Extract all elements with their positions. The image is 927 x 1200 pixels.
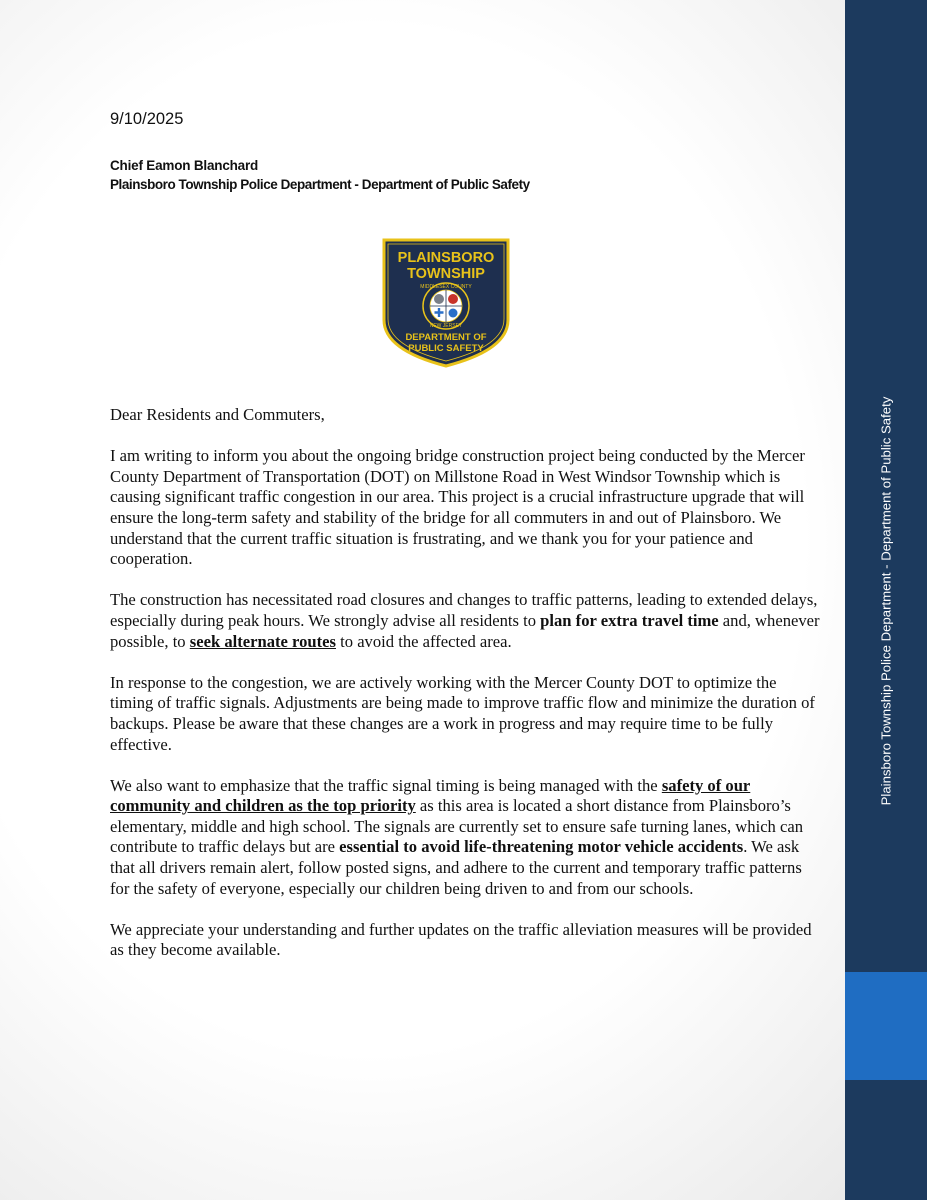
emphasis-seek-alternate-routes: seek alternate routes xyxy=(189,631,336,651)
sender-block xyxy=(110,158,530,192)
sender-name: Chief Eamon Blanchard xyxy=(110,158,259,173)
safety-emblem-icon xyxy=(449,309,458,318)
police-emblem-icon xyxy=(434,294,444,304)
paragraph-3: In response to the congestion, we are actively working with the Mercer County DOT to optimize the timing of traffic signals. Adjustments are being made to improve traffic flow and minimize the duration of backups. Please be aware that these changes are a work in progress and may require time to be fully effective. xyxy=(110,672,815,754)
salutation: Dear Residents and Commuters, xyxy=(110,405,325,424)
department-badge-logo xyxy=(378,234,514,370)
badge-title-line2: TOWNSHIP xyxy=(407,266,485,282)
emphasis-plan-extra-time: plan for extra travel time xyxy=(540,610,719,630)
paragraph-4 xyxy=(110,776,822,900)
emphasis-avoid-accidents: essential to avoid life-threatening motor vehicle accidents xyxy=(339,837,744,857)
letter-date: 9/10/2025 xyxy=(110,110,184,128)
sidebar-vertical-label: Plainsboro Township Police Department - Department of Public Safety xyxy=(878,396,894,806)
badge-title-line1: PLAINSBORO xyxy=(397,250,495,266)
paragraph-4-text: . We ask that all drivers remain alert, follow posted signs, and adhere to the current and temporary traffic patterns for the safety of everyone, especially our children being driven to and from our schools. xyxy=(110,837,802,898)
sidebar-band xyxy=(845,0,927,1200)
paragraph-2-text: and, whenever possible, to xyxy=(110,610,820,651)
badge-ring-top: MIDDLESEX COUNTY xyxy=(420,284,472,290)
paragraph-2 xyxy=(110,590,822,652)
paragraph-4-text: We also want to emphasize that the traffic signal timing is being managed with the xyxy=(110,775,662,795)
fire-emblem-icon xyxy=(448,294,458,304)
paragraph-1: I am writing to inform you about the ongoing bridge construction project being conducted by the Mercer County Department of Transportation (DOT) on Millstone Road in West Windsor Township which is causing significant traffic congestion in our area. This project is a crucial infrastructure upgrade that will ensure the long-term safety and stability of the bridge for all commuters in and out of Plainsboro. We understand that the current traffic situation is frustrating, and we thank you for your patience and cooperation. xyxy=(110,446,805,569)
badge-bottom-line1: DEPARTMENT OF xyxy=(405,332,487,343)
paragraph-2-text: The construction has necessitated road closures and changes to traffic patterns, leading to extended delays, especially during peak hours. We strongly advise all residents to xyxy=(110,590,818,630)
paragraph-4-text: as this area is located a short distance from Plainsboro’s elementary, middle and high school. The signals are currently set to ensure safe turning lanes, which can contribute to traffic delays but are xyxy=(110,796,804,857)
badge-ring-bottom: NEW JERSEY xyxy=(429,323,463,329)
badge-bottom-line2: PUBLIC SAFETY xyxy=(408,343,484,354)
sender-organization: Plainsboro Township Police Department - Department of Public Safety xyxy=(110,177,530,192)
emphasis-safety-priority: safety of our community and children as the top priority xyxy=(110,775,751,816)
paragraph-2-text: to avoid the affected area. xyxy=(335,631,512,651)
letter-body xyxy=(110,405,822,982)
sidebar-accent-block xyxy=(845,972,927,1080)
paragraph-5: We appreciate your understanding and further updates on the traffic alleviation measures will be provided as they become available. xyxy=(110,919,812,960)
